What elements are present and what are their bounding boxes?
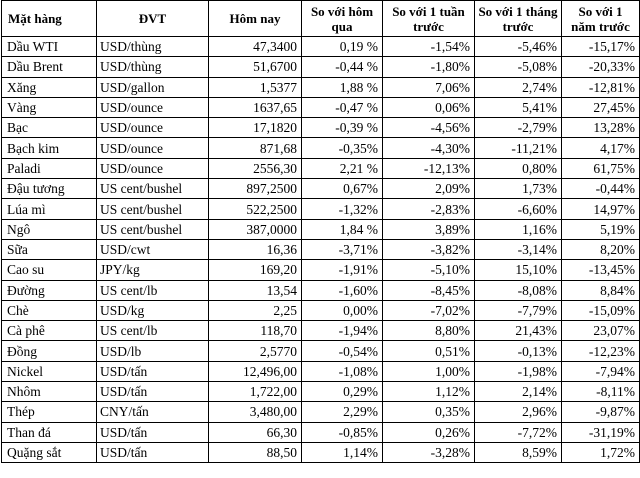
table-row	[2, 300, 640, 320]
cell-vs-yesterday: -1,94%	[302, 321, 383, 341]
cell-today: 1,722,00	[209, 382, 302, 402]
cell-today: 2,5770	[209, 341, 302, 361]
cell-today: 169,20	[209, 260, 302, 280]
cell-vs-yesterday: -1,60%	[302, 280, 383, 300]
cell-vs-yesterday: -0,35%	[302, 138, 383, 158]
cell-vs-year: 1,72%	[562, 442, 640, 462]
cell-vs-month: -8,08%	[475, 280, 562, 300]
cell-vs-month: -0,13%	[475, 341, 562, 361]
table-row	[2, 179, 640, 199]
cell-vs-yesterday: 2,21 %	[302, 158, 383, 178]
cell-today: 387,0000	[209, 219, 302, 239]
cell-vs-week: 7,06%	[383, 77, 475, 97]
cell-today: 88,50	[209, 442, 302, 462]
cell-item: Dầu WTI	[2, 37, 97, 57]
cell-vs-month: -7,72%	[475, 422, 562, 442]
cell-unit: USD/ounce	[97, 138, 209, 158]
cell-vs-month: 5,41%	[475, 97, 562, 117]
cell-vs-year: 13,28%	[562, 118, 640, 138]
cell-unit: US cent/lb	[97, 321, 209, 341]
cell-item: Lúa mì	[2, 199, 97, 219]
cell-vs-year: -13,45%	[562, 260, 640, 280]
table-row	[2, 422, 640, 442]
cell-today: 12,496,00	[209, 361, 302, 381]
cell-vs-year: 61,75%	[562, 158, 640, 178]
cell-vs-month: 2,96%	[475, 402, 562, 422]
table-header	[2, 1, 640, 37]
cell-today: 2556,30	[209, 158, 302, 178]
cell-item: Đường	[2, 280, 97, 300]
table-row	[2, 321, 640, 341]
header-today: Hôm nay	[209, 1, 302, 37]
cell-vs-year: -12,23%	[562, 341, 640, 361]
cell-today: 871,68	[209, 138, 302, 158]
table-row	[2, 138, 640, 158]
cell-vs-week: -5,10%	[383, 260, 475, 280]
cell-vs-year: 14,97%	[562, 199, 640, 219]
cell-unit: USD/tấn	[97, 361, 209, 381]
cell-today: 17,1820	[209, 118, 302, 138]
cell-vs-month: -5,46%	[475, 37, 562, 57]
table-row	[2, 57, 640, 77]
cell-vs-month: -3,14%	[475, 239, 562, 259]
cell-item: Dầu Brent	[2, 57, 97, 77]
cell-vs-week: 0,51%	[383, 341, 475, 361]
cell-today: 16,36	[209, 239, 302, 259]
cell-vs-yesterday: -1,91%	[302, 260, 383, 280]
cell-vs-week: -12,13%	[383, 158, 475, 178]
cell-vs-year: -9,87%	[562, 402, 640, 422]
cell-unit: US cent/bushel	[97, 199, 209, 219]
cell-vs-yesterday: -1,32%	[302, 199, 383, 219]
cell-vs-year: -7,94%	[562, 361, 640, 381]
cell-unit: USD/cwt	[97, 239, 209, 259]
cell-unit: USD/ounce	[97, 118, 209, 138]
cell-vs-yesterday: 1,14%	[302, 442, 383, 462]
cell-vs-year: -31,19%	[562, 422, 640, 442]
cell-vs-yesterday: -1,08%	[302, 361, 383, 381]
table-body	[2, 37, 640, 463]
cell-vs-week: -8,45%	[383, 280, 475, 300]
table-row	[2, 158, 640, 178]
cell-vs-yesterday: -3,71%	[302, 239, 383, 259]
cell-vs-yesterday: 0,00%	[302, 300, 383, 320]
cell-vs-year: 8,20%	[562, 239, 640, 259]
cell-vs-yesterday: -0,44 %	[302, 57, 383, 77]
cell-unit: US cent/lb	[97, 280, 209, 300]
cell-item: Cà phê	[2, 321, 97, 341]
cell-vs-year: -15,09%	[562, 300, 640, 320]
cell-item: Paladi	[2, 158, 97, 178]
cell-item: Đậu tương	[2, 179, 97, 199]
cell-vs-week: -1,80%	[383, 57, 475, 77]
table-row	[2, 239, 640, 259]
cell-vs-year: -12,81%	[562, 77, 640, 97]
cell-vs-yesterday: 1,84 %	[302, 219, 383, 239]
cell-item: Bạc	[2, 118, 97, 138]
cell-vs-year: -20,33%	[562, 57, 640, 77]
cell-today: 1,5377	[209, 77, 302, 97]
cell-vs-yesterday: -0,85%	[302, 422, 383, 442]
cell-vs-week: 2,09%	[383, 179, 475, 199]
cell-vs-week: 8,80%	[383, 321, 475, 341]
cell-vs-year: 4,17%	[562, 138, 640, 158]
cell-unit: USD/lb	[97, 341, 209, 361]
table-row	[2, 199, 640, 219]
cell-unit: USD/thùng	[97, 57, 209, 77]
cell-unit: USD/tấn	[97, 382, 209, 402]
cell-unit: USD/gallon	[97, 77, 209, 97]
cell-vs-year: 8,84%	[562, 280, 640, 300]
header-vs-week: So với 1 tuần trước	[383, 1, 475, 37]
cell-vs-week: -2,83%	[383, 199, 475, 219]
cell-vs-month: -5,08%	[475, 57, 562, 77]
cell-item: Chè	[2, 300, 97, 320]
cell-vs-month: 2,74%	[475, 77, 562, 97]
cell-vs-month: -11,21%	[475, 138, 562, 158]
table-row	[2, 382, 640, 402]
cell-item: Ngô	[2, 219, 97, 239]
cell-vs-week: 1,00%	[383, 361, 475, 381]
cell-today: 1637,65	[209, 97, 302, 117]
commodity-price-table	[1, 0, 640, 463]
table-row	[2, 219, 640, 239]
cell-vs-month: 0,80%	[475, 158, 562, 178]
table-row	[2, 442, 640, 462]
cell-vs-yesterday: -0,54%	[302, 341, 383, 361]
cell-vs-year: -0,44%	[562, 179, 640, 199]
table-row	[2, 260, 640, 280]
cell-today: 2,25	[209, 300, 302, 320]
cell-item: Thép	[2, 402, 97, 422]
cell-item: Sữa	[2, 239, 97, 259]
cell-vs-week: 0,06%	[383, 97, 475, 117]
cell-vs-month: 21,43%	[475, 321, 562, 341]
cell-item: Cao su	[2, 260, 97, 280]
cell-today: 118,70	[209, 321, 302, 341]
cell-today: 51,6700	[209, 57, 302, 77]
cell-today: 3,480,00	[209, 402, 302, 422]
cell-vs-week: -7,02%	[383, 300, 475, 320]
table-row	[2, 37, 640, 57]
cell-vs-month: 8,59%	[475, 442, 562, 462]
cell-unit: USD/tấn	[97, 442, 209, 462]
cell-today: 522,2500	[209, 199, 302, 219]
table-row	[2, 97, 640, 117]
cell-unit: USD/ounce	[97, 97, 209, 117]
cell-unit: USD/ounce	[97, 158, 209, 178]
table-row	[2, 402, 640, 422]
cell-unit: USD/thùng	[97, 37, 209, 57]
cell-vs-week: -3,82%	[383, 239, 475, 259]
header-vs-yesterday: So với hôm qua	[302, 1, 383, 37]
cell-vs-week: 0,35%	[383, 402, 475, 422]
table-row	[2, 77, 640, 97]
table-row	[2, 341, 640, 361]
cell-vs-year: -15,17%	[562, 37, 640, 57]
cell-vs-week: 0,26%	[383, 422, 475, 442]
cell-vs-month: 15,10%	[475, 260, 562, 280]
cell-item: Nickel	[2, 361, 97, 381]
cell-item: Bạch kim	[2, 138, 97, 158]
cell-vs-year: 27,45%	[562, 97, 640, 117]
cell-vs-yesterday: -0,47 %	[302, 97, 383, 117]
cell-unit: USD/tấn	[97, 422, 209, 442]
cell-vs-week: -4,56%	[383, 118, 475, 138]
cell-vs-year: 23,07%	[562, 321, 640, 341]
cell-vs-yesterday: -0,39 %	[302, 118, 383, 138]
header-unit: ĐVT	[97, 1, 209, 37]
cell-unit: USD/kg	[97, 300, 209, 320]
cell-unit: US cent/bushel	[97, 219, 209, 239]
cell-vs-month: -1,98%	[475, 361, 562, 381]
cell-today: 13,54	[209, 280, 302, 300]
cell-item: Nhôm	[2, 382, 97, 402]
cell-item: Vàng	[2, 97, 97, 117]
table-row	[2, 361, 640, 381]
cell-vs-week: 3,89%	[383, 219, 475, 239]
cell-vs-month: 2,14%	[475, 382, 562, 402]
cell-today: 66,30	[209, 422, 302, 442]
table-row	[2, 118, 640, 138]
cell-vs-week: 1,12%	[383, 382, 475, 402]
cell-vs-year: -8,11%	[562, 382, 640, 402]
header-vs-year: So với 1 năm trước	[562, 1, 640, 37]
cell-item: Than đá	[2, 422, 97, 442]
cell-vs-month: -6,60%	[475, 199, 562, 219]
cell-today: 47,3400	[209, 37, 302, 57]
cell-vs-week: -1,54%	[383, 37, 475, 57]
cell-vs-month: -2,79%	[475, 118, 562, 138]
table-row	[2, 280, 640, 300]
header-item: Mặt hàng	[2, 1, 97, 37]
header-vs-month: So với 1 tháng trước	[475, 1, 562, 37]
cell-vs-month: -7,79%	[475, 300, 562, 320]
header-row	[2, 1, 640, 37]
cell-item: Quặng sắt	[2, 442, 97, 462]
cell-item: Đồng	[2, 341, 97, 361]
cell-vs-week: -4,30%	[383, 138, 475, 158]
cell-vs-yesterday: 2,29%	[302, 402, 383, 422]
cell-today: 897,2500	[209, 179, 302, 199]
cell-unit: JPY/kg	[97, 260, 209, 280]
cell-unit: CNY/tấn	[97, 402, 209, 422]
cell-vs-yesterday: 0,19 %	[302, 37, 383, 57]
cell-unit: US cent/bushel	[97, 179, 209, 199]
cell-vs-yesterday: 0,67%	[302, 179, 383, 199]
cell-vs-month: 1,73%	[475, 179, 562, 199]
cell-vs-year: 5,19%	[562, 219, 640, 239]
cell-vs-month: 1,16%	[475, 219, 562, 239]
cell-vs-yesterday: 1,88 %	[302, 77, 383, 97]
cell-vs-week: -3,28%	[383, 442, 475, 462]
cell-vs-yesterday: 0,29%	[302, 382, 383, 402]
cell-item: Xăng	[2, 77, 97, 97]
